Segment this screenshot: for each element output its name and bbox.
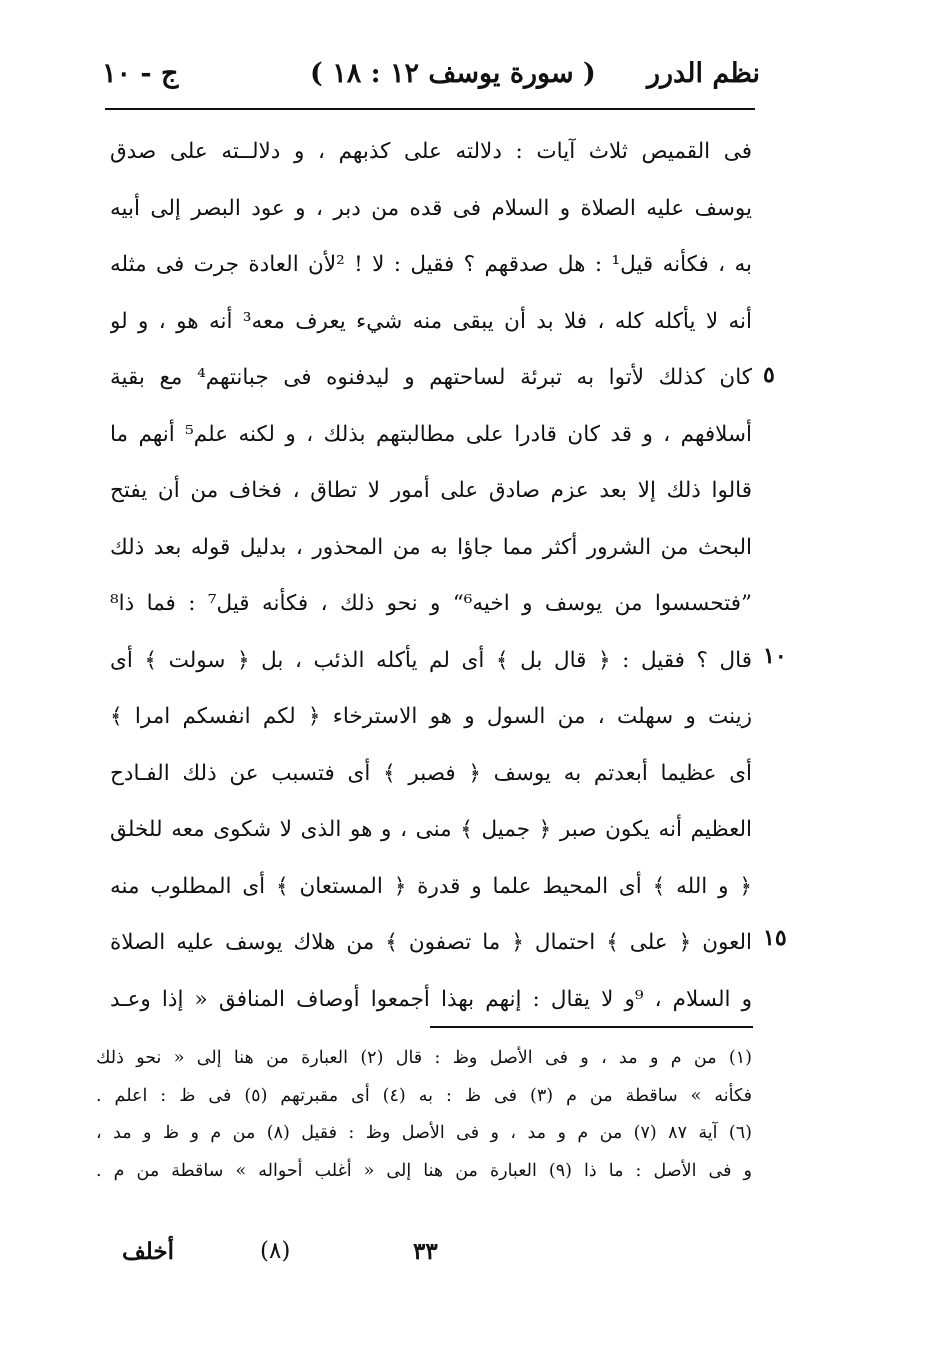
text-line: كان كذلك لأتوا به تبرئة لساحتهم و ليدفنوه فى جبانتهم⁴ مع بقية: [110, 365, 752, 390]
footnote-line: فكأنه » ساقطة من م (٣) فى ظ : به (٤) أى مقبرتهم (٥) فى ظ : اعلم .: [96, 1085, 752, 1106]
footnote-line: (١) من م و مد ، و فى الأصل وظ : قال (٢) العبارة من هنا إلى « نحو ذلك: [96, 1048, 752, 1068]
footnote-rule: [430, 1026, 753, 1028]
text-line: قال ؟ فقيل : ﴿ قال بل ﴾ أى لم يأكله الذئب ، بل ﴿ سولت ﴾ أى: [110, 647, 752, 673]
text-line: ﴿ و الله ﴾ أى المحيط علما و قدرة ﴿ المستعان ﴾ أى المطلوب منه: [110, 873, 752, 899]
text-line: زينت و سهلت ، من السول و هو الاسترخاء ﴿ لكم انفسكم امرا ﴾: [110, 704, 752, 729]
running-book-title: نظم الدرر: [646, 58, 760, 89]
footnotes: [96, 1040, 752, 1190]
text-line: قالوا ذلك إلا بعد عزم صادق على أمور لا تطاق ، فخاف من أن يفتح: [110, 478, 752, 503]
line-number-10: ١٠: [763, 643, 787, 669]
running-surah-reference: ( سورة يوسف ١٢ : ١٨ ): [310, 58, 596, 89]
text-line: ”فتحسسوا من يوسف و اخيه⁶“ و نحو ذلك ، فكأنه قيل⁷ : فما ذا⁸: [110, 591, 752, 616]
text-line: البحث من الشرور أكثر مما جاؤا به من المحذور ، بدليل قوله بعد ذلك: [110, 534, 752, 560]
line-number-15: ١٥: [763, 925, 787, 951]
header-rule: [105, 108, 755, 110]
text-line: به ، فكأنه قيل¹ : هل صدقهم ؟ فقيل : لا ! ²لأن العادة جرت فى مثله: [110, 252, 752, 277]
text-line: أسلافهم ، و قد كان قادرا على مطالبتهم بذلك ، و لكنه علم⁵ أنهم ما: [110, 421, 752, 447]
footnote-line: (٦) آية ٨٧ (٧) من م و مد ، و فى الأصل وظ : فقيل (٨) من م و ظ و مد ،: [96, 1123, 752, 1143]
text-line: فى القميص ثلاث آيات : دلالته على كذبهم ، و دلالــته على صدق: [110, 139, 752, 164]
main-text: [110, 124, 752, 1028]
line-number-5: ٥: [763, 362, 775, 388]
page-number: ٣٣: [413, 1238, 438, 1265]
footnote-line: و فى الأصل : ما ذا (٩) العبارة من هنا إلى « أغلب أحواله » ساقطة من م .: [96, 1160, 752, 1181]
signature-mark: (٨): [260, 1238, 291, 1264]
text-line: يوسف عليه الصلاة و السلام فى قده من دبر ، و عود البصر إلى أبيه: [110, 195, 752, 221]
running-volume-number: ج - ١٠: [102, 58, 179, 89]
text-line: أنه لا يأكله كله ، فلا بد أن يبقى منه شيء يعرف معه³ أنه هو ، و لو: [110, 308, 752, 334]
text-line: أى عظيما أبعدتم به يوسف ﴿ فصبر ﴾ أى فتسبب عن ذلك الفـادح: [110, 760, 752, 786]
text-line: العون ﴿ على ﴾ احتمال ﴿ ما تصفون ﴾ من هلاك يوسف عليه الصلاة: [110, 930, 752, 955]
text-line: العظيم أنه يكون صبر ﴿ جميل ﴾ منى ، و هو الذى لا شكوى معه للخلق: [110, 817, 752, 842]
catchword: أخلف: [122, 1238, 175, 1265]
text-line: و السلام ، ⁹و لا يقال : إنهم بهذا أجمعوا أوصاف المنافق « إذا وعـد: [110, 986, 752, 1012]
